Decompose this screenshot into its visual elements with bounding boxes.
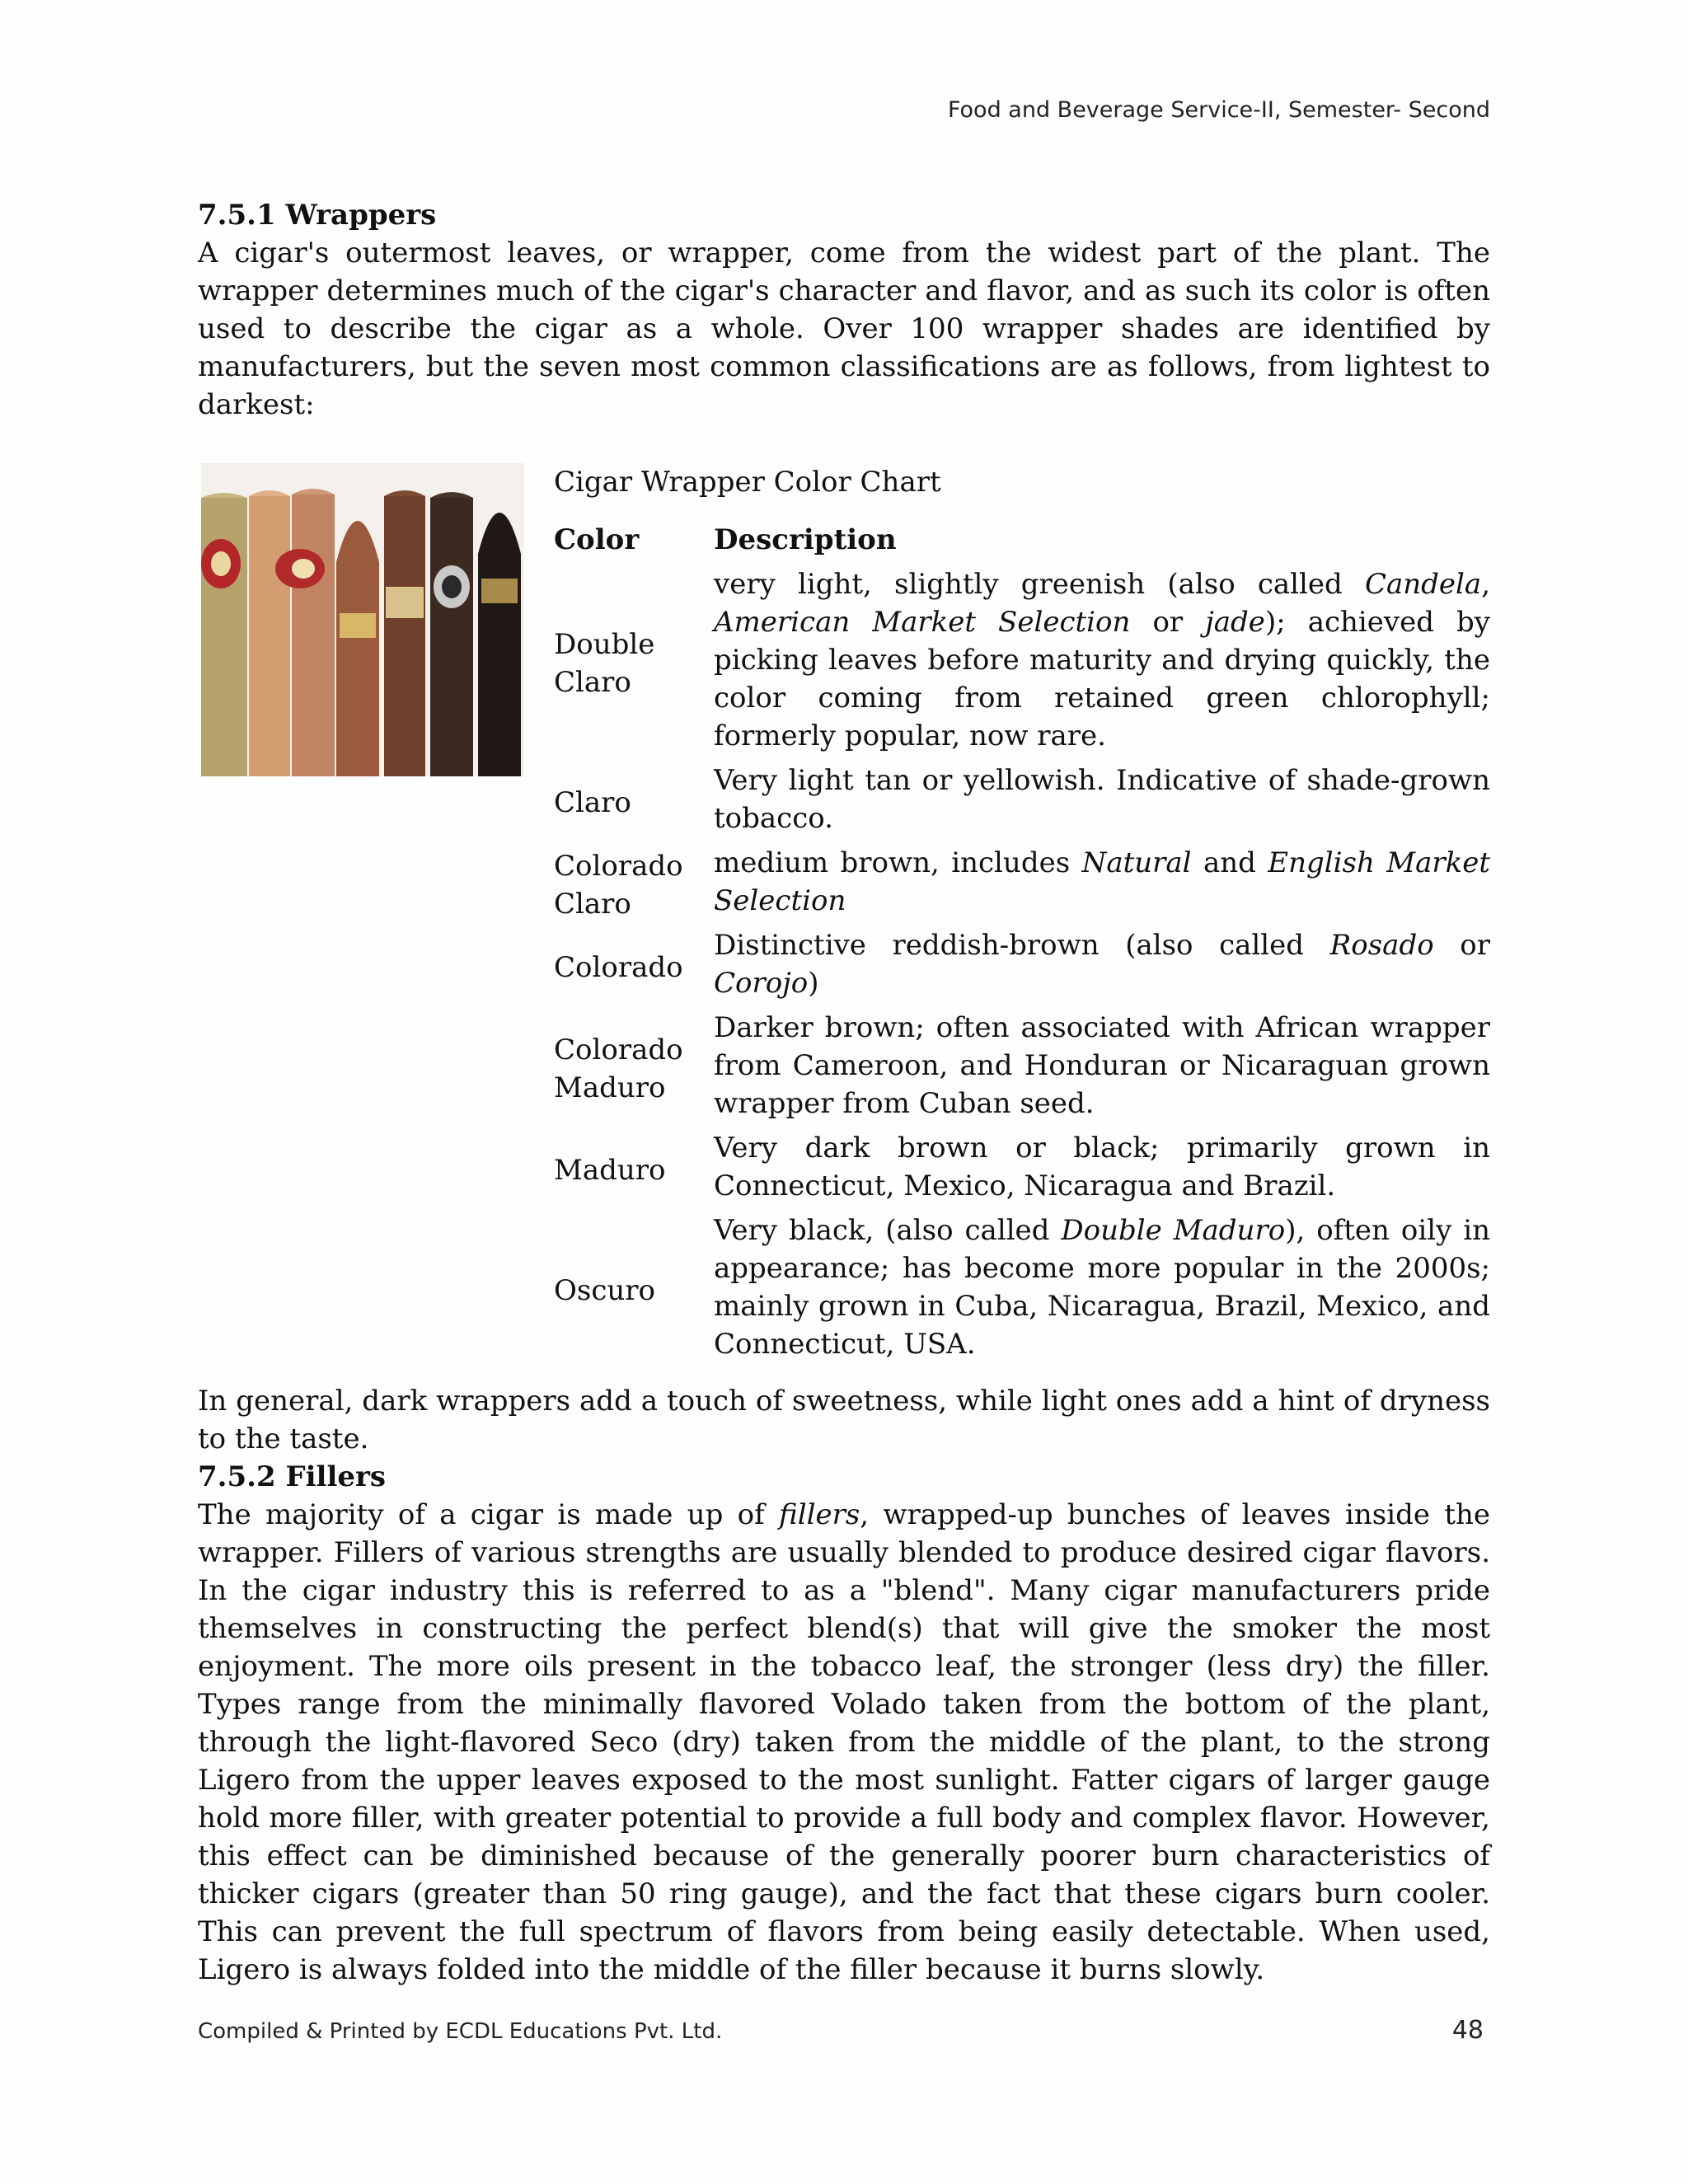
chart-title: Cigar Wrapper Color Chart bbox=[554, 466, 941, 499]
color-name-cell: Double Claro bbox=[554, 628, 655, 699]
column-header-description: Description bbox=[714, 523, 897, 556]
table-row bbox=[554, 1212, 1490, 1370]
footer-credit: Compiled & Printed by ECDL Educations Pvt. Ltd. bbox=[198, 2019, 723, 2044]
description-cell: Very black, (also called Double Maduro), often oily in appearance; has become more popular in the 2000s; mainly grown in Cuba, Nicaragua, Brazil, Mexico, and Connecticut, USA. bbox=[714, 1214, 1490, 1361]
table-row bbox=[554, 1129, 1490, 1212]
section-heading-wrappers: 7.5.1 Wrappers bbox=[198, 199, 437, 232]
cigar-colorado-maduro bbox=[384, 496, 425, 776]
description-cell: Distinctive reddish-brown (also called Rosado or Corojo) bbox=[714, 929, 1490, 1000]
cigar-maduro bbox=[430, 498, 473, 776]
column-header-color: Color bbox=[554, 523, 640, 556]
color-name-cell: Colorado Claro bbox=[554, 850, 683, 921]
running-header: Food and Beverage Service-II, Semester- Second bbox=[947, 97, 1490, 123]
description-cell: Darker brown; often associated with African wrapper from Cameroon, and Honduran or Nicaraguan grown wrapper from Cuban seed. bbox=[714, 1011, 1490, 1120]
cigar-colorado bbox=[336, 521, 379, 776]
color-name-cell: Oscuro bbox=[554, 1274, 655, 1307]
page-content bbox=[198, 196, 1490, 1989]
table-row bbox=[554, 762, 1490, 844]
table-row bbox=[554, 1009, 1490, 1129]
wrappers-intro: A cigar's outermost leaves, or wrapper, come from the widest part of the plant. The wrapper determines much of the cigar's character and flavor, and as such its color is often used to describe the cigar as a whole. Over 100 wrapper shades are identified by manufacturers, but the seven most common classifications are as follows, from lightest to darkest: bbox=[198, 237, 1490, 421]
cigar-oscuro bbox=[478, 513, 521, 776]
wrapper-figure-row bbox=[198, 463, 1490, 1382]
description-cell: Very light tan or yellowish. Indicative of shade-grown tobacco. bbox=[714, 764, 1490, 835]
table-row bbox=[554, 565, 1490, 762]
wrapper-color-chart bbox=[554, 463, 1490, 1370]
page-number: 48 bbox=[1451, 2016, 1484, 2045]
wrapper-color-table bbox=[554, 521, 1490, 1370]
description-cell: medium brown, includes Natural and English Market Selection bbox=[714, 846, 1490, 917]
cigar-claro bbox=[249, 496, 290, 776]
color-name-cell: Maduro bbox=[554, 1154, 666, 1187]
color-name-cell: Claro bbox=[554, 786, 631, 819]
table-row bbox=[554, 844, 1490, 926]
color-name-cell: Colorado Maduro bbox=[554, 1033, 683, 1104]
description-cell: Very dark brown or black; primarily grown in Connecticut, Mexico, Nicaragua and Brazil. bbox=[714, 1132, 1490, 1202]
color-name-cell: Colorado bbox=[554, 951, 683, 984]
wrappers-closing: In general, dark wrappers add a touch of sweetness, while light ones add a hint of dryness to the taste. bbox=[198, 1385, 1490, 1455]
fillers-body: The majority of a cigar is made up of fillers, wrapped-up bunches of leaves inside the wrapper. Fillers of various strengths are usually blended to produce desired cigar flavors. In the cigar industry this is referred to as a "blend". Many cigar manufacturers pride themselves in constructing the perfect blend(s) that will give the smoker the most enjoyment. The more oils present in the tobacco leaf, the stronger (less dry) the filler. Types range from the minimally flavored Volado taken from the bottom of the plant, through the light-flavored Seco (dry) taken from the middle of the plant, to the strong Ligero from the upper leaves exposed to the most sunlight. Fatter cigars of larger gauge hold more filler, with greater potential to provide a full body and complex flavor. However, this effect can be diminished because of the generally poorer burn characteristics of thicker cigars (greater than 50 ring gauge), and the fact that these cigars burn cooler. This can prevent the full spectrum of flavors from being easily detectable. When used, Ligero is always folded into the middle of the filler because it burns slowly. bbox=[198, 1498, 1491, 1986]
table-header-row bbox=[554, 521, 1490, 565]
description-cell: very light, slightly greenish (also called Candela, American Market Selection or jade); achieved by picking leaves before maturity and drying quickly, the color coming from retained green chlorophyll; formerly popular, now rare. bbox=[714, 568, 1491, 752]
table-body bbox=[554, 565, 1490, 1370]
cigar-wrapper-photo bbox=[201, 463, 524, 776]
table-row bbox=[554, 926, 1490, 1009]
section-heading-fillers: 7.5.2 Fillers bbox=[198, 1460, 387, 1493]
cigar-colorado-claro bbox=[292, 494, 335, 776]
